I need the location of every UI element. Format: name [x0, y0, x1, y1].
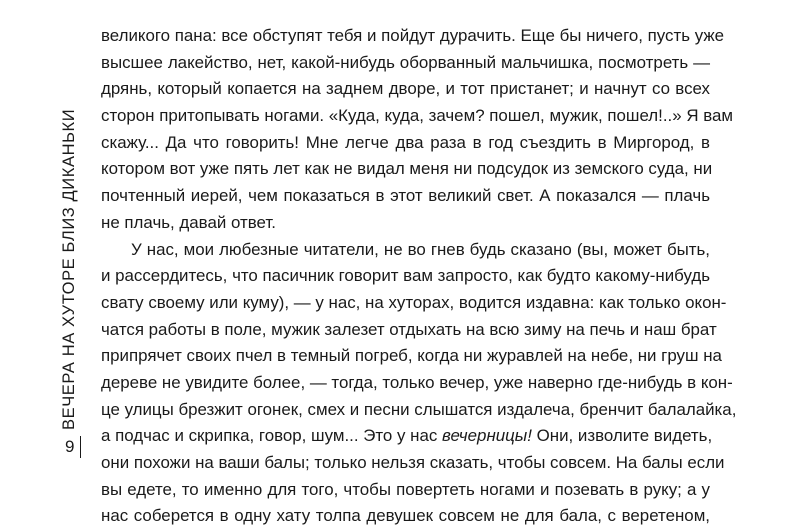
text-line: котором вот уже пять лет как не видал меня ни подсудок из земского суда, ни [101, 159, 713, 179]
text-line: це улицы брезжит огонек, смех и песни слышатся издалеча, бренчит балалайка, [101, 399, 737, 419]
italic-term: вечерницы! [442, 426, 532, 446]
page-number: 9 [65, 437, 75, 456]
text-line: почтенный иерей, чем показаться в этот великий свет. А показался — плачь [101, 186, 710, 206]
text-segment: а подчас и скрипка, говор, шум... Это у нас [101, 426, 443, 446]
text-line: сторон притопывать ногами. «Куда, куда, зачем? пошел, мужик, пошел!..» Я вам [101, 106, 734, 126]
running-title-rule [80, 436, 81, 458]
text-line: припрячет своих пчел в темный погреб, когда ни журавлей на небе, ни груш на [101, 346, 722, 366]
text-line: дрянь, который копается на заднем дворе, и тот пристанет; и начнут со всех [101, 79, 710, 99]
body-text [101, 23, 737, 530]
text-line: и рассердитесь, что пасичник говорит вам запросто, как будто какому-нибудь [101, 266, 711, 286]
paragraph-first-line: У нас, мои любезные читатели, не во гнев будь сказано (вы, может быть, [131, 239, 710, 259]
text-line: свату своему или куму), — у нас, на хуторах, водится издавна: как только окон- [101, 292, 727, 312]
text-line: скажу... Да что говорить! Мне легче два раза в год съездить в Миргород, в [101, 132, 710, 152]
text-line: они похожи на ваши балы; только нельзя сказать, чтобы совсем. На балы если [101, 453, 725, 472]
running-title: ВЕЧЕРА НА ХУТОРЕ БЛИЗ ДИКАНЬКИ [60, 108, 78, 430]
paragraph-end-line: не плачь, давай ответ. [101, 212, 276, 232]
text-line: чатся работы в поле, мужик залезет отдыхать на всю зиму на печь и наш брат [101, 319, 717, 339]
text-segment: Они, изволите видеть, [531, 426, 713, 446]
side-margin [58, 108, 80, 460]
text-line: дереве не увидите более, — тогда, только вечер, уже наверно где-нибудь в кон- [101, 372, 733, 392]
text-line-with-italic [101, 423, 713, 450]
text-line: высшее лакейство, нет, какой-нибудь оборванный мальчишка, посмотреть — [101, 52, 710, 72]
text-line: нас соберется в одну хату толпа девушек совсем не для бала, с веретеном, [101, 506, 710, 526]
text-line: вы едете, то именно для того, чтобы повертеть ногами и позевать в руку; а у [101, 479, 710, 499]
text-line: великого пана: все обступят тебя и пойдут дурачить. Еще бы ничего, пусть уже [101, 26, 725, 45]
